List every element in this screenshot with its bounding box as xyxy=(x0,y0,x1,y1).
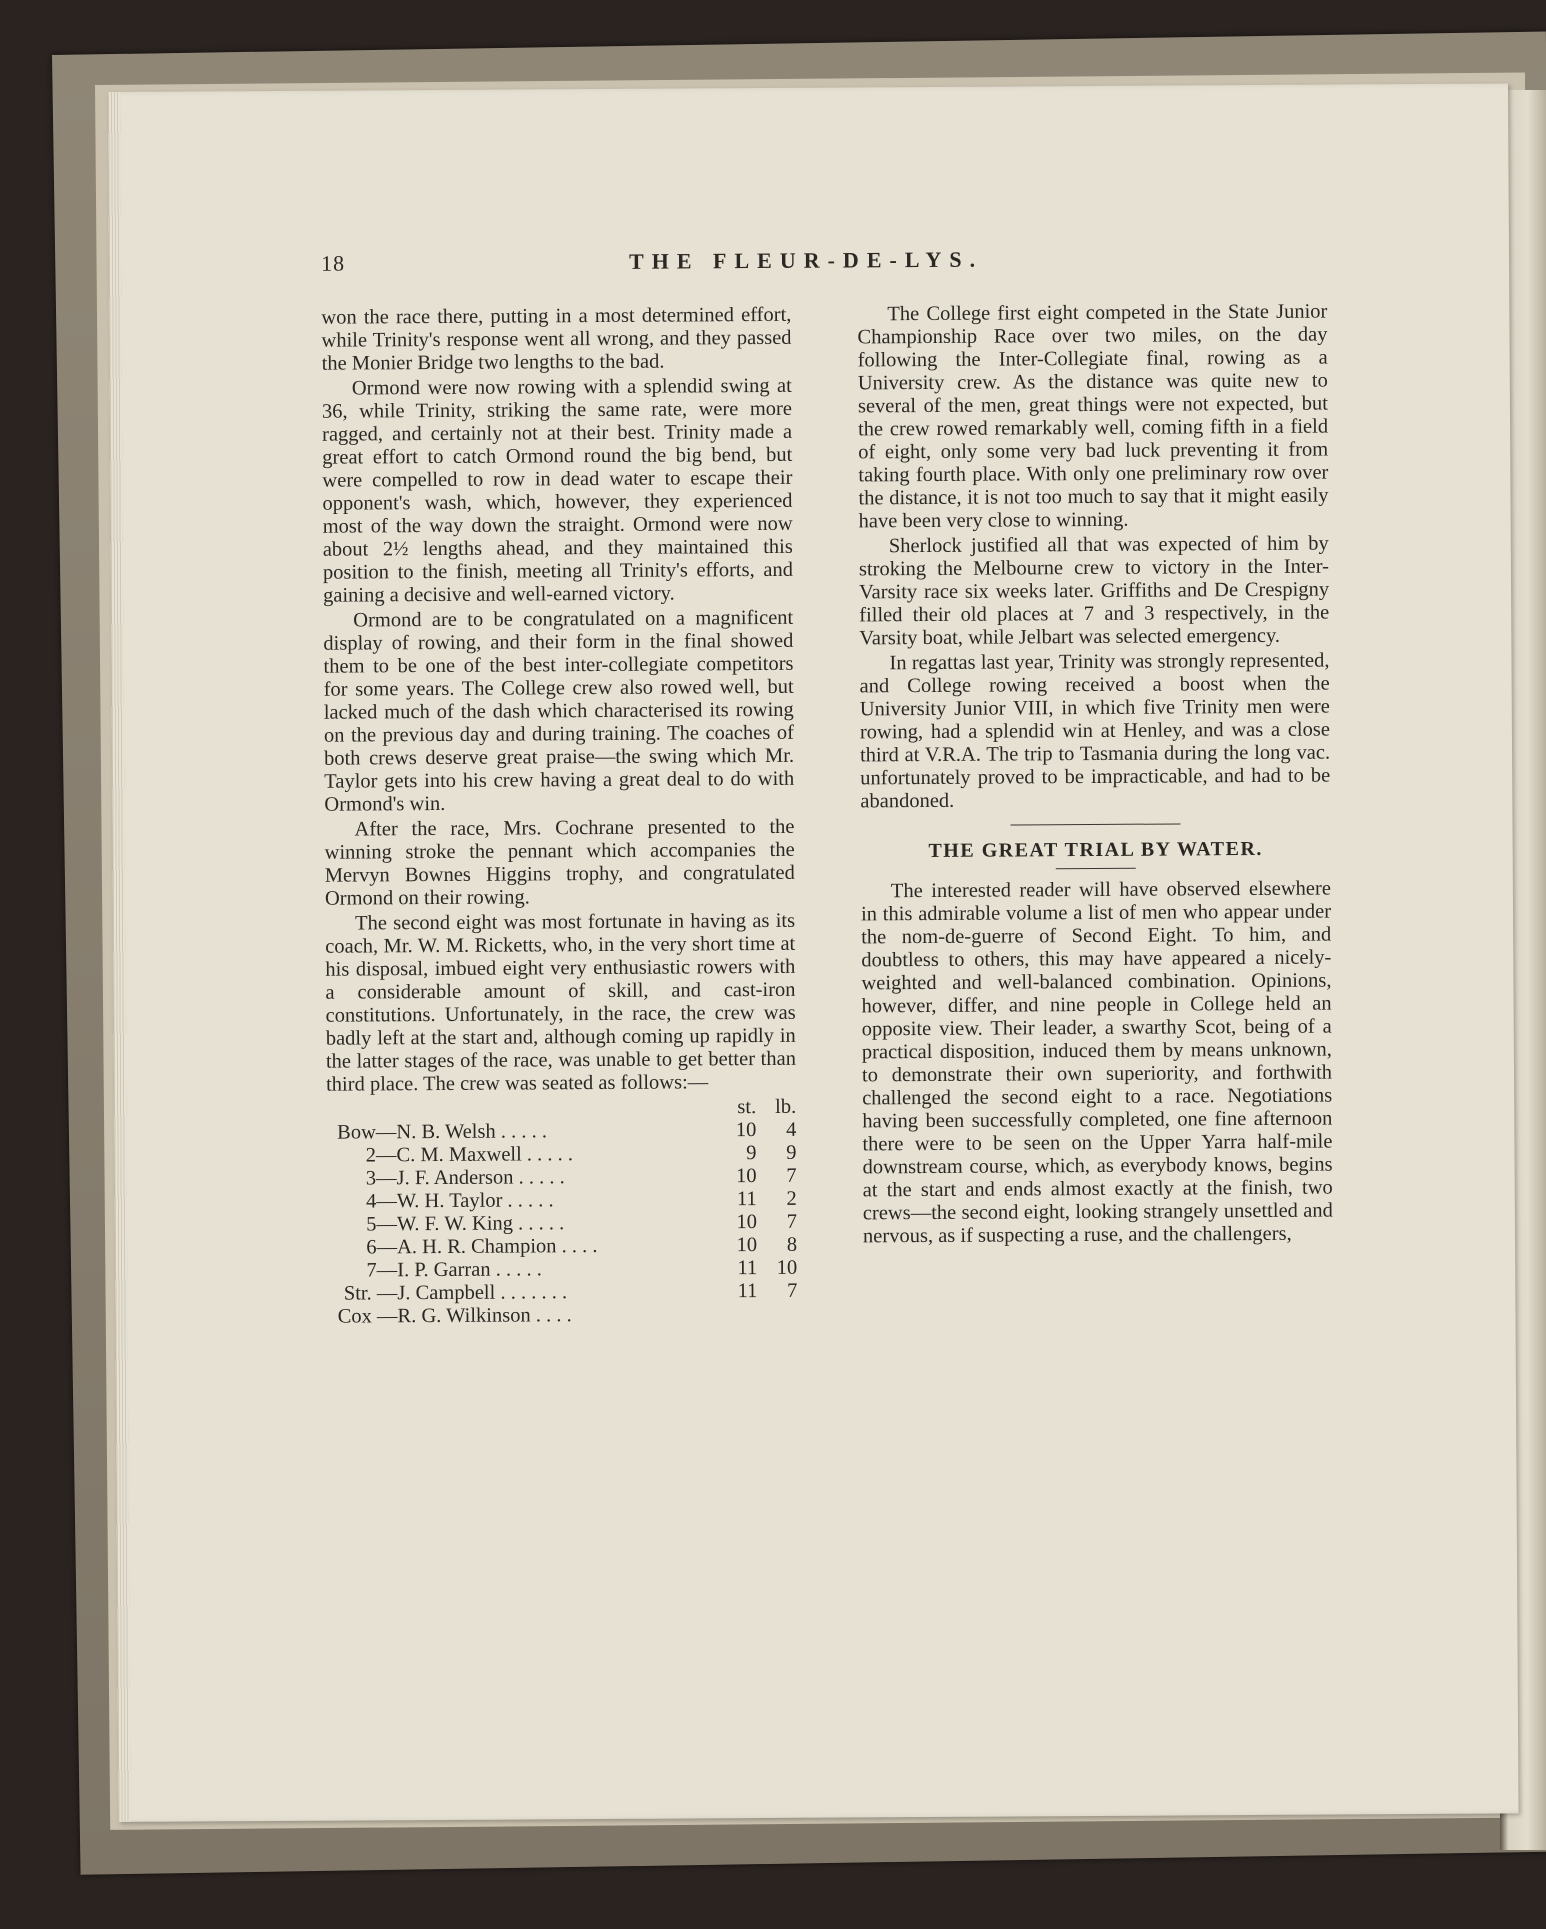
crew-position: Bow— xyxy=(337,1121,397,1144)
paragraph: The second eight was most fortunate in having as its coach, Mr. W. M. Ricketts, who, in the very short time at his disposal, imbued eight very enthusiastic rowers with a considerable amount of skill, and cast-iron constitutions. Unfortunately, in the race, the crew was badly left at the start and, although coming up rapidly in the latter stages of the race, was unable to get better than third place. The crew was seated as follows:— xyxy=(325,909,796,1096)
table-row xyxy=(327,1257,797,1283)
right-column xyxy=(857,301,1333,1251)
crew-position: Str. — xyxy=(343,1282,398,1305)
crew-stone: 10 xyxy=(736,1234,758,1257)
table-row xyxy=(327,1188,797,1214)
crew-stone: 9 xyxy=(746,1142,757,1165)
crew-position: 2— xyxy=(365,1144,397,1167)
crew-name: W. F. W. King . . . . . xyxy=(396,1212,565,1236)
section-title: THE GREAT TRIAL BY WATER. xyxy=(928,837,1263,863)
crew-name: N. B. Welsh . . . . . xyxy=(396,1120,548,1144)
crew-stone: 10 xyxy=(736,1165,757,1188)
table-row xyxy=(327,1280,797,1306)
crew-pound: 10 xyxy=(776,1256,798,1279)
crew-stone: 11 xyxy=(737,1257,758,1280)
crew-position: Cox — xyxy=(337,1305,398,1328)
crew-stone: 11 xyxy=(737,1280,758,1303)
crew-stone: 10 xyxy=(736,1211,757,1234)
crew-position: 7— xyxy=(366,1259,398,1282)
crew-pound: 4 xyxy=(786,1118,797,1141)
crew-stone: 10 xyxy=(735,1119,757,1142)
col-stone-header: st. xyxy=(737,1096,757,1119)
section-divider xyxy=(1010,823,1180,825)
crew-name: R. G. Wilkinson . . . . xyxy=(397,1304,572,1328)
table-row xyxy=(327,1165,797,1191)
left-column xyxy=(321,304,797,1329)
crew-stone: 11 xyxy=(736,1188,757,1211)
paragraph: Sherlock justified all that was expected of him by stroking the Melbourne crew to victory in the Inter-Varsity race six weeks later. Griffiths and De Crespigny filled their old places at 7 and 3 respectively, in the Varsity boat, while Jelbart was selected emergency. xyxy=(858,532,1330,650)
crew-table xyxy=(326,1096,797,1329)
page-content xyxy=(108,83,1519,1822)
crew-stone xyxy=(723,1303,757,1326)
crew-name: J. F. Anderson . . . . . xyxy=(396,1166,565,1190)
crew-position: 3— xyxy=(365,1167,397,1190)
crew-pound: 7 xyxy=(786,1210,797,1233)
crew-pound xyxy=(757,1303,797,1326)
book-page xyxy=(108,83,1519,1822)
page-number: 18 xyxy=(320,250,346,276)
paragraph: won the race there, putting in a most determined effort, while Trinity's response went all wrong, and they passed the Monier Bridge two lengths to the bad. xyxy=(321,303,792,375)
running-title: THE FLEUR-DE-LYS. xyxy=(628,246,984,274)
table-row xyxy=(327,1234,797,1260)
paragraph: The interested reader will have observed elsewhere in this admirable volume a list of men who appear under the nom-de-guerre of Second Eight. To him, and doubtless to others, this may have appeared a nicely-weighted and well-balanced combination. Opinions, however, differ, and nine people in College held an opposite view. Their leader, a swarthy Scot, being of a practical disposition, induced them by means unknown, to demonstrate their own superiority, and forthwith challenged the second eight to a race. Negotiations having been successfully completed, one fine afternoon there were to be seen on the Upper Yarra half-mile downstream course, which, as everybody knows, begins at the start and ends almost exactly at the finish, two crews—the second eight, looking strangely unsettled and nervous, as if suspecting a ruse, and the challengers, xyxy=(860,877,1333,1248)
table-row xyxy=(326,1119,796,1145)
crew-position: 6— xyxy=(366,1236,398,1259)
col-pound-header: lb. xyxy=(775,1095,797,1118)
crew-pound: 2 xyxy=(786,1187,797,1210)
crew-position: 4— xyxy=(365,1190,397,1213)
paragraph: The College first eight competed in the State Junior Championship Race over two miles, on the day following the Inter-Collegiate final, rowing as a University crew. As the distance was quite new to several of the men, great things were not expected, but the crew rowed remarkably well, coming fifth in a field of eight, only some very bad luck preventing it from taking fourth place. With only one preliminary row over the distance, it is not too much to say that it might easily have been very close to winning. xyxy=(857,300,1329,533)
crew-pound: 9 xyxy=(786,1141,797,1164)
table-row xyxy=(327,1303,797,1329)
title-underline xyxy=(1056,868,1136,869)
crew-name: I. P. Garran . . . . . xyxy=(397,1258,542,1282)
crew-table-header xyxy=(326,1096,796,1122)
crew-name: J. Campbell . . . . . . . xyxy=(397,1281,568,1305)
paragraph: Ormond were now rowing with a splendid swing at 36, while Trinity, striking the same rate, were more ragged, and certainly not at their best. Trinity made a great effort to catch Ormond round the big bend, but were compelled to row in dead water to escape their opponent's wash, which, however, they experienced most of the way down the straight. Ormond were now about 2½ lengths ahead, and they maintained this position to the finish, meeting all Trinity's efforts, and gaining a decisive and well-earned victory. xyxy=(321,374,793,607)
crew-pound: 8 xyxy=(786,1233,798,1256)
crew-position: 5— xyxy=(366,1213,397,1236)
paragraph: After the race, Mrs. Cochrane presented to the winning stroke the pennant which accompanies the Mervyn Bownes Higgins trophy, and congratulated Ormond on their rowing. xyxy=(324,815,795,910)
crew-pound: 7 xyxy=(787,1279,798,1302)
crew-name: A. H. R. Champion . . . . xyxy=(396,1235,598,1259)
table-row xyxy=(326,1142,796,1168)
crew-name: W. H. Taylor . . . . . xyxy=(396,1189,554,1213)
crew-name: C. M. Maxwell . . . . . xyxy=(396,1143,574,1167)
paragraph: Ormond are to be congratulated on a magnificent display of rowing, and their form in the final showed them to be one of the best inter-collegiate competitors for some years. The College crew also rowed well, but lacked much of the dash which characterised its rowing on the previous day and during training. The coaches of both crews deserve great praise—the swing which Mr. Taylor gets into his crew having a great deal to do with Ormond's win. xyxy=(323,606,795,816)
table-row xyxy=(327,1211,797,1237)
paragraph: In regattas last year, Trinity was strongly represented, and College rowing received a boost when the University Junior VIII, in which five Trinity men were rowing, had a splendid win at Henley, and was a close third at V.R.A. The trip to Tasmania during the long vac. unfortunately proved to be impracticable, and had to be abandoned. xyxy=(859,649,1331,813)
crew-pound: 7 xyxy=(786,1164,797,1187)
